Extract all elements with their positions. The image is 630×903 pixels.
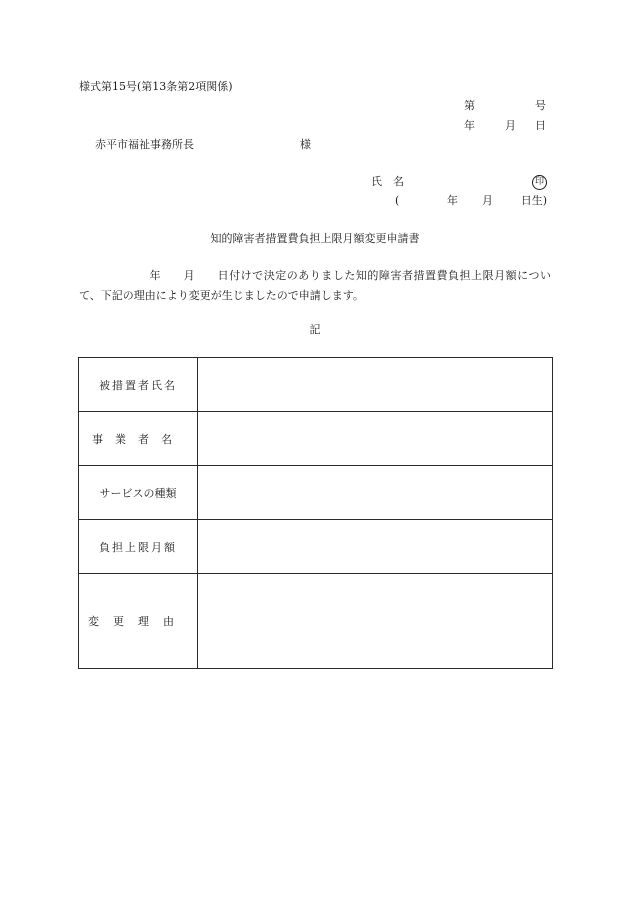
input-cell-monthly-limit[interactable] (198, 520, 553, 574)
table-row (79, 412, 553, 466)
input-cell-person-name[interactable] (198, 358, 553, 412)
document-title: 知的障害者措置費負担上限月額変更申請書 (210, 232, 420, 245)
date-year: 年 (464, 119, 475, 132)
row-label (79, 574, 198, 669)
number-prefix: 第 (464, 99, 475, 112)
label-business-name: 事業者名 (92, 432, 184, 446)
body-month: 月 (183, 269, 196, 282)
date-month: 月 (505, 119, 516, 132)
body-text (79, 266, 551, 306)
birth-open-paren: ( (395, 194, 400, 207)
birth-day: 日生) (520, 194, 547, 207)
honorific: 様 (300, 138, 311, 151)
label-monthly-limit: 負担上限月額 (99, 540, 177, 554)
details-table (78, 357, 553, 669)
body-year: 年 (149, 269, 162, 282)
ki-heading: 記 (309, 323, 321, 336)
applicant-name-label: 氏 名 (371, 175, 404, 188)
table-row (79, 520, 553, 574)
addressee: 赤平市福祉事務所長 (95, 138, 194, 151)
body-paragraph: 日付けで決定のありました知的障害者措置費負担上限月額について、下記の理由により変更が生じましたので申請します。 (79, 269, 552, 302)
row-label (79, 412, 198, 466)
birth-month: 月 (482, 194, 493, 207)
birth-year: 年 (447, 194, 458, 207)
label-service-type: サービスの種類 (99, 486, 177, 500)
row-label (79, 466, 198, 520)
label-person-name: 被措置者氏名 (99, 378, 177, 392)
input-cell-change-reason[interactable] (198, 574, 553, 669)
date-day: 日 (535, 119, 546, 132)
number-suffix: 号 (535, 99, 546, 112)
seal-icon: 印 (532, 175, 547, 190)
form-number: 様式第15号(第13条第2項関係) (79, 80, 233, 93)
input-cell-service-type[interactable] (198, 466, 553, 520)
table-row (79, 466, 553, 520)
row-label (79, 358, 198, 412)
row-label (79, 520, 198, 574)
input-cell-business-name[interactable] (198, 412, 553, 466)
table-row (79, 358, 553, 412)
table-row (79, 574, 553, 669)
label-change-reason: 変更理由 (88, 615, 188, 628)
